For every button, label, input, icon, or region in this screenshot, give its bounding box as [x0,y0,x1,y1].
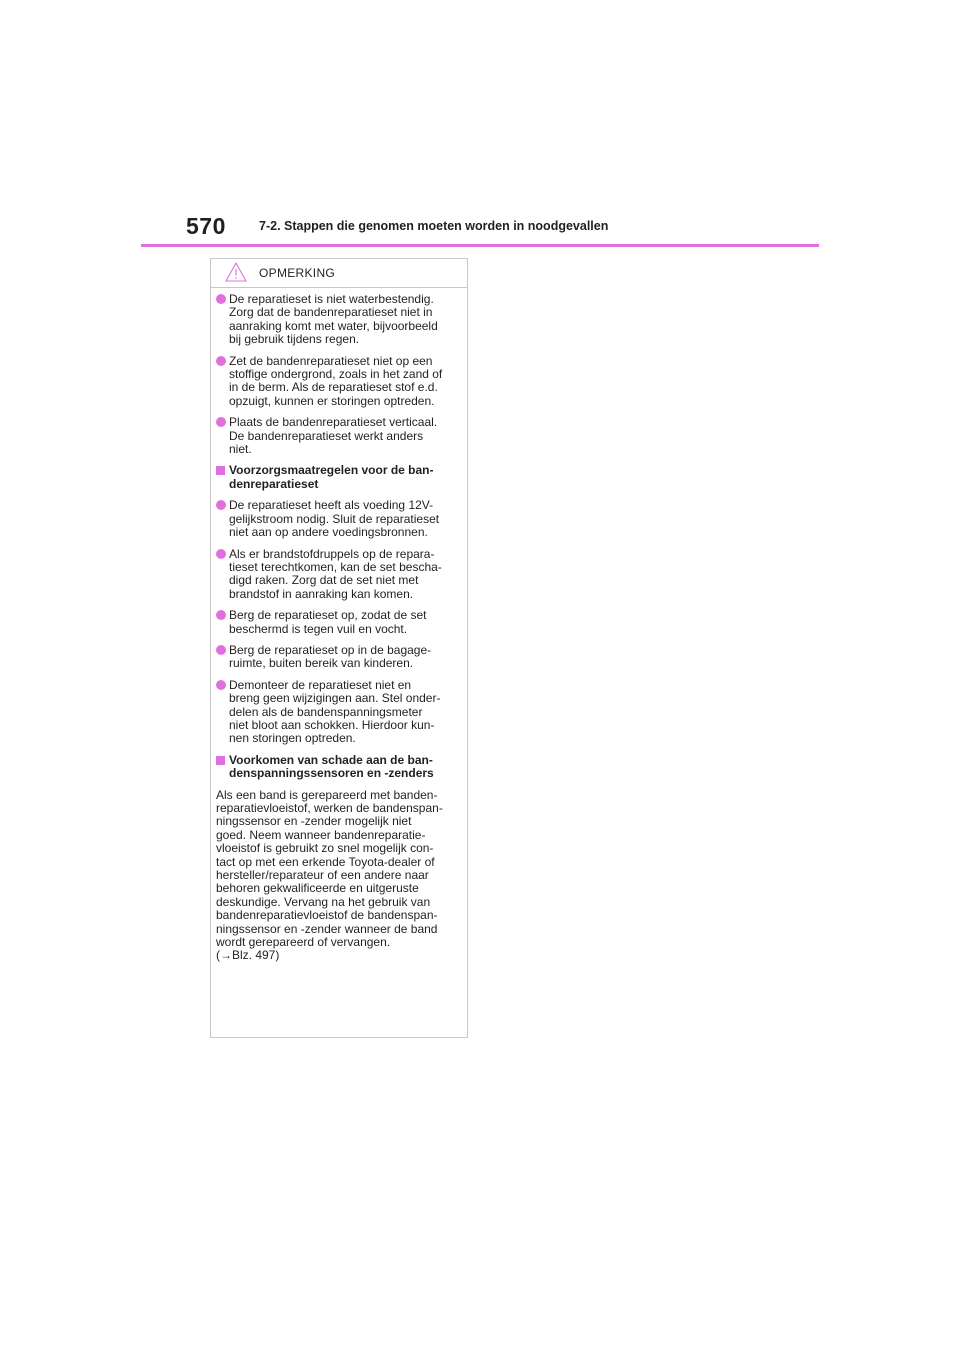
circle-bullet-icon [216,645,226,655]
note-text-line: Voorkomen van schade aan de ban- [229,752,433,767]
note-text-line: denreparatieset [229,476,319,491]
note-text-line: goed. Neem wanneer bandenreparatie- [216,827,426,842]
note-text-line: ningssensor en -zender mogelijk niet [216,814,412,829]
note-text-line: De bandenreparatieset werkt anders [229,428,424,443]
note-text-line: breng geen wijzigingen aan. Stel onder- [229,691,441,706]
circle-bullet-icon [216,680,226,690]
note-bullet-item [216,679,461,746]
note-text-line: in de berm. Als de reparatieset stof e.d. [229,380,438,395]
note-text-line: denspanningssensoren en -zenders [229,766,434,781]
note-text-line: reparatievloeistof, werken de bandenspan- [216,801,443,815]
note-text-line: vloeistof is gebruikt zo snel mogelijk con- [216,841,434,856]
note-bullet-item [216,416,461,456]
note-bullet-item [216,609,461,636]
note-text-line: digd raken. Zorg dat de set niet met [229,573,419,588]
note-box [210,258,468,1038]
note-text-line: hersteller/reparateur of een andere naar [216,868,429,883]
note-text-line: Zorg dat de bandenreparatieset niet in [229,305,433,320]
header-rule [141,244,819,247]
note-header [211,259,467,288]
note-text-line: gelijkstroom nodig. Sluit de reparatieset [229,511,440,526]
note-text-line: Plaats de bandenreparatieset verticaal. [229,415,438,430]
note-text-line: De reparatieset heeft als voeding 12V- [229,498,434,513]
circle-bullet-icon [216,417,226,427]
square-bullet-icon [216,756,225,765]
note-text-line: Berg de reparatieset op, zodat de set [229,608,427,623]
square-bullet-icon [216,466,225,475]
circle-bullet-icon [216,610,226,620]
note-text-line: nen storingen optreden. [229,731,356,746]
note-text-line: beschermd is tegen vuil en vocht. [229,621,408,636]
note-text-line: opzuigt, kunnen er storingen optreden. [229,393,435,408]
note-text-line: brandstof in aanraking kan komen. [229,586,414,601]
note-text-line: Zet de bandenreparatieset niet op een [229,353,433,368]
note-text-line: bij gebruik tijdens regen. [229,332,360,347]
note-text-line: deskundige. Vervang na het gebruik van [216,894,431,909]
note-bullet-item [216,548,461,602]
note-bullet-item [216,293,461,347]
page-number: 570 [186,213,226,239]
circle-bullet-icon [216,294,226,304]
note-text-line: Voorzorgsmaatregelen voor de ban- [229,463,434,478]
note-title: OPMERKING [259,266,336,280]
note-text-line: tieset terechtkomen, kan de set bescha- [229,559,442,574]
note-text-line: stoffige ondergrond, zoals in het zand of [229,367,443,382]
note-text-line: Als een band is gerepareerd met banden- [216,787,438,802]
note-text-line: Berg de reparatieset op in de bagage- [229,642,432,657]
note-paragraph [216,789,461,963]
circle-bullet-icon [216,549,226,559]
circle-bullet-icon [216,356,226,366]
note-text-line: ningssensor en -zender wanneer de band [216,921,438,936]
note-text-line: niet bloot aan schokken. Hierdoor kun- [229,717,435,732]
note-bullet-item [216,355,461,409]
note-text-line: niet aan op andere voedingsbronnen. [229,525,428,540]
note-text-line: (→Blz. 497) [216,948,280,963]
note-bullet-item [216,499,461,539]
circle-bullet-icon [216,500,226,510]
warning-triangle-icon [225,262,247,282]
note-text-line: niet. [229,442,252,457]
note-text-line: Als er brandstofdruppels op de repara- [229,546,435,561]
section-title: 7-2. Stappen die genomen moeten worden in noodgevallen [259,219,609,233]
note-text-line: tact op met een erkende Toyota-dealer of [216,854,435,869]
note-text-line: wordt gerepareerd of vervangen. [216,935,391,950]
note-text-line: Demonteer de reparatieset niet en [229,677,412,692]
note-text-line: bandenreparatievloeistof de bandenspan- [216,908,438,923]
note-bullet-item [216,644,461,671]
note-subheading [216,464,461,491]
note-text-line: ruimte, buiten bereik van kinderen. [229,656,414,671]
note-text-line: delen als de bandenspanningsmeter [229,704,423,719]
note-subheading [216,754,461,781]
note-text-line: behoren gekwalificeerde en uitgeruste [216,881,419,896]
note-text-line: aanraking komt met water, bijvoorbeeld [229,318,438,333]
note-text-line: De reparatieset is niet waterbestendig. [229,292,434,306]
note-body [211,293,467,963]
